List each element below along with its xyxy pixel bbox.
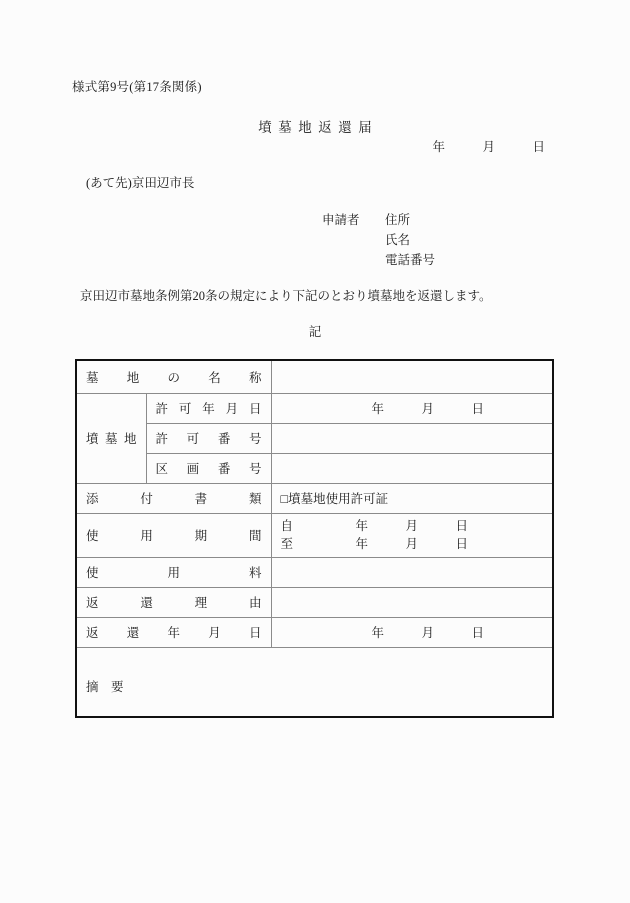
- header-date-line: 年 月 日: [432, 140, 545, 154]
- table-row-fee: [76, 557, 553, 587]
- fee-label: 使用料: [86, 566, 262, 580]
- applicant-address-label: 住所: [385, 213, 411, 227]
- table-row-cemetery-name: [76, 360, 553, 393]
- cell-remarks[interactable]: [76, 647, 553, 717]
- attachment-permit-checkbox[interactable]: □墳墓地使用許可証: [280, 492, 389, 506]
- statement-text: 京田辺市墓地条例第20条の規定により下記のとおり墳墓地を返還します。: [80, 289, 492, 303]
- applicant-block: [322, 210, 435, 270]
- use-period-to: 至 年 月 日: [280, 537, 469, 551]
- table-row-remarks: [76, 647, 553, 717]
- cell-reason-value[interactable]: [271, 587, 553, 617]
- table-row-return-date: [76, 617, 553, 647]
- table-row-permit-date: [76, 393, 553, 423]
- cell-section-number-value[interactable]: [271, 453, 553, 483]
- return-form-table: [75, 359, 554, 718]
- cell-section-number-label: [146, 453, 271, 483]
- form-code: 様式第9号(第17条関係): [72, 80, 202, 94]
- permit-date-value: 年 月 日: [371, 402, 485, 416]
- cell-permit-date-label: [146, 393, 271, 423]
- permit-number-label: 許可番号: [155, 432, 262, 446]
- reason-label: 返還理由: [86, 596, 262, 610]
- applicant-name-label: 氏名: [385, 233, 411, 247]
- cell-cemetery-name-label: [76, 360, 271, 393]
- addressee: (あて先)京田辺市長: [86, 176, 195, 190]
- table-row-attachments: [76, 483, 553, 513]
- table-row-permit-number: [76, 423, 553, 453]
- attachments-label: 添付書類: [86, 492, 262, 506]
- return-date-value: 年 月 日: [371, 626, 485, 640]
- cemetery-name-label: 墓地の名称: [86, 370, 262, 385]
- cell-permit-date-value[interactable]: [271, 393, 553, 423]
- cell-permit-number-label: [146, 423, 271, 453]
- cell-grave-group-label: [76, 393, 146, 483]
- cell-reason-label: [76, 587, 271, 617]
- section-number-label: 区画番号: [155, 462, 262, 476]
- applicant-label: 申請者: [322, 213, 360, 227]
- cell-fee-value[interactable]: [271, 557, 553, 587]
- table-row-use-period: [76, 513, 553, 557]
- cell-attachments-label: [76, 483, 271, 513]
- table-row-reason: [76, 587, 553, 617]
- cell-fee-label: [76, 557, 271, 587]
- use-period-from: 自 年 月 日: [280, 519, 469, 533]
- cell-cemetery-name-value[interactable]: [271, 360, 553, 393]
- use-period-label: 使用期間: [86, 529, 262, 543]
- page-title: 墳墓地返還届: [258, 120, 379, 135]
- remarks-label: 摘 要: [86, 680, 124, 695]
- applicant-phone-label: 電話番号: [385, 253, 436, 267]
- applicant-fields: [385, 210, 435, 270]
- table-row-section-number: [76, 453, 553, 483]
- ki-mark: 記: [308, 325, 322, 339]
- cell-permit-number-value[interactable]: [271, 423, 553, 453]
- cell-use-period-value[interactable]: [271, 513, 553, 557]
- return-date-label: 返還年月日: [86, 626, 262, 640]
- cell-attachments-value[interactable]: [271, 483, 553, 513]
- cell-use-period-label: [76, 513, 271, 557]
- cell-return-date-value[interactable]: [271, 617, 553, 647]
- grave-group-label: 墳墓地: [86, 432, 137, 446]
- permit-date-label: 許可年月日: [155, 402, 262, 416]
- cell-return-date-label: [76, 617, 271, 647]
